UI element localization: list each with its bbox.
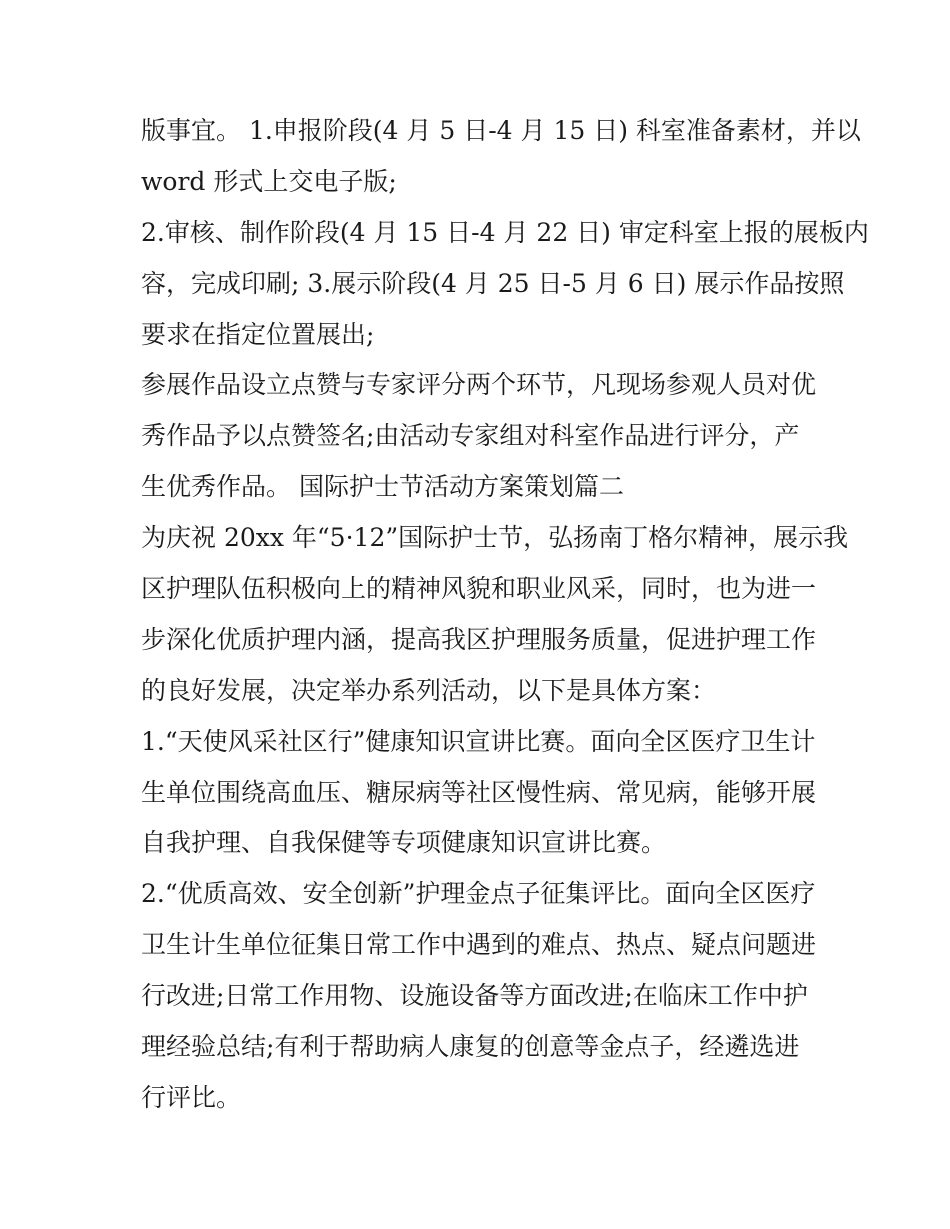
text-line: 生单位围绕高血压、糖尿病等社区慢性病、常见病，能够开展: [141, 777, 817, 807]
text-line: 自我护理、自我保健等专项健康知识宣讲比赛。: [141, 828, 667, 858]
text-line: 卫生计生单位征集日常工作中遇到的难点、热点、疑点问题进: [141, 930, 817, 960]
text-line: 的良好发展，决定举办系列活动，以下是具体方案：: [141, 675, 717, 705]
text-line: 参展作品设立点赞与专家评分两个环节，凡现场参观人员对优: [141, 370, 817, 400]
text-line: 生优秀作品。 国际护士节活动方案策划篇二: [141, 472, 624, 502]
text-line: 秀作品予以点赞签名;由活动专家组对科室作品进行评分，产: [141, 421, 800, 451]
text-line: 1.“天使风采社区行”健康知识宣讲比赛。面向全区医疗卫生计: [141, 726, 816, 756]
document-body: [141, 106, 869, 1124]
text-line: 步深化优质护理内涵，提高我区护理服务质量，促进护理工作: [141, 624, 817, 654]
text-line: 要求在指定位置展出;: [141, 319, 375, 349]
text-line: 2.“优质高效、安全创新”护理金点子征集评比。面向全区医疗: [141, 879, 816, 909]
text-line: 区护理队伍积极向上的精神风貌和职业风采，同时，也为进一: [141, 574, 817, 604]
text-line: 行改进;日常工作用物、设施设备等方面改进;在临床工作中护: [141, 981, 808, 1011]
text-line: 容，完成印刷; 3.展示阶段(4 月 25 日-5 月 6 日) 展示作品按照: [141, 268, 845, 298]
text-line: word 形式上交电子版;: [141, 166, 397, 196]
text-line: 行评比。: [141, 1082, 242, 1112]
text-line: 为庆祝 20xx 年“5·12”国际护士节，弘扬南丁格尔精神，展示我: [141, 523, 849, 553]
text-line: 2.审核、制作阶段(4 月 15 日-4 月 22 日) 审定科室上报的展板内: [141, 217, 869, 247]
text-line: 版事宜。 1.申报阶段(4 月 5 日-4 月 15 日) 科室准备素材，并以: [141, 116, 861, 145]
text-line: 理经验总结;有利于帮助病人康复的创意等金点子，经遴选进: [141, 1032, 800, 1062]
